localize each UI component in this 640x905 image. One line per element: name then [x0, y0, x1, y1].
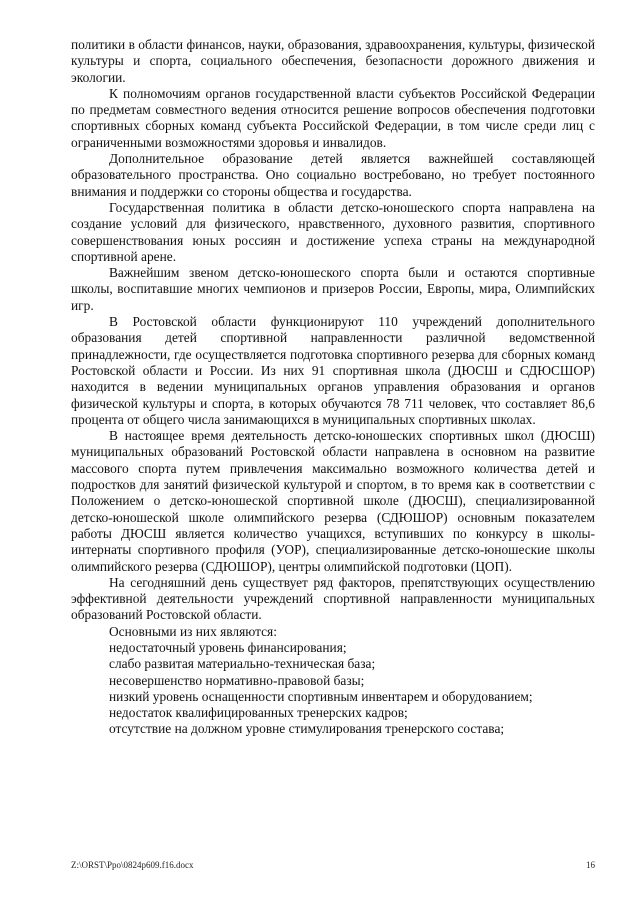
paragraph-1: политики в области финансов, науки, образования, здравоохранения, культуры, физической культуры и спорта, социального обеспечения, безопасности дорожного движения и экологии. [71, 37, 595, 85]
page-number: 16 [586, 860, 595, 870]
paragraph-3: Дополнительное образование детей является важнейшей составляющей образовательного пространства. Оно социально востребовано, но требует постоянного внимания и поддержки со стороны общества и государства. [71, 151, 595, 199]
list-item: отсутствие на должном уровне стимулирования тренерского состава; [109, 721, 505, 737]
footer-file-path: Z:\ORST\Ppo\0824p609.f16.docx [71, 860, 194, 870]
paragraph-5: Важнейшим звеном детско-юношеского спорта были и остаются спортивные школы, воспитавшие многих чемпионов и призеров России, Европы, мира, Олимпийских игр. [71, 265, 595, 313]
paragraph-2: К полномочиям органов государственной власти субъектов Российской Федерации по предметам совместного ведения относится решение вопросов обеспечения подготовки спортивных сборных команд субъекта Российской Федерации, в том числе среди лиц с ограниченными возможностями здоровья и инвалидов. [71, 85, 595, 150]
paragraph-8: На сегодняшний день существует ряд факторов, препятствующих осуществлению эффективной деятельности учреждений спортивной направленности муниципальных образований Ростовской области. [71, 574, 595, 623]
list-item: несовершенство нормативно-правовой базы; [109, 672, 365, 688]
list-intro: Основными из них являются: [109, 623, 277, 639]
paragraph-4: Государственная политика в области детско-юношеского спорта направлена на создание условий для физического, нравственного, духовного развития, спортивного совершенствования юных россиян и достижение успеха страны на международной спортивной арене. [71, 199, 595, 264]
list-item: недостаток квалифицированных тренерских кадров; [109, 705, 408, 721]
page-footer [71, 859, 595, 873]
document-body [71, 37, 595, 738]
paragraph-6: В Ростовской области функционируют 110 учреждений дополнительного образования детей спортивной направленности различной ведомственной принадлежности, где осуществляется подготовка спортивного резерва для сборных команд Ростовской области и России. Из них 91 спортивная школа (ДЮСШ и СДЮСШОР) находится в ведении муниципальных органов управления образования и органов физической культуры и спорта, в которых обучаются 78 711 человек, что составляет 86,6 процента от общего числа занимающихся в муниципальных спортивных школах. [71, 314, 595, 427]
list-item: низкий уровень оснащенности спортивным инвентарем и оборудованием; [109, 688, 533, 704]
list-item: недостаточный уровень финансирования; [109, 639, 347, 655]
paragraph-7: В настоящее время деятельность детско-юношеских спортивных школ (ДЮСШ) муниципальных образований Ростовской области направлена в основном на развитие массового спорта путем привлечения максимально возможного количества детей и подростков для занятий физической культурой и спортом, в то время как в соответствии с Положением о детско-юношеской спортивной школе (ДЮСШ), специализированной детско-юношеской школе олимпийского резерва (СДЮШОР) основным показателем работы ДЮСШ является количество учащихся, вступивших по конкурсу в школы-интернаты спортивного профиля (УОР), специализированные детско-юношеские школы олимпийского резерва (СДЮШОР), центры олимпийской подготовки (ЦОП). [71, 428, 595, 574]
list-item: слабо развитая материально-техническая база; [109, 656, 376, 672]
